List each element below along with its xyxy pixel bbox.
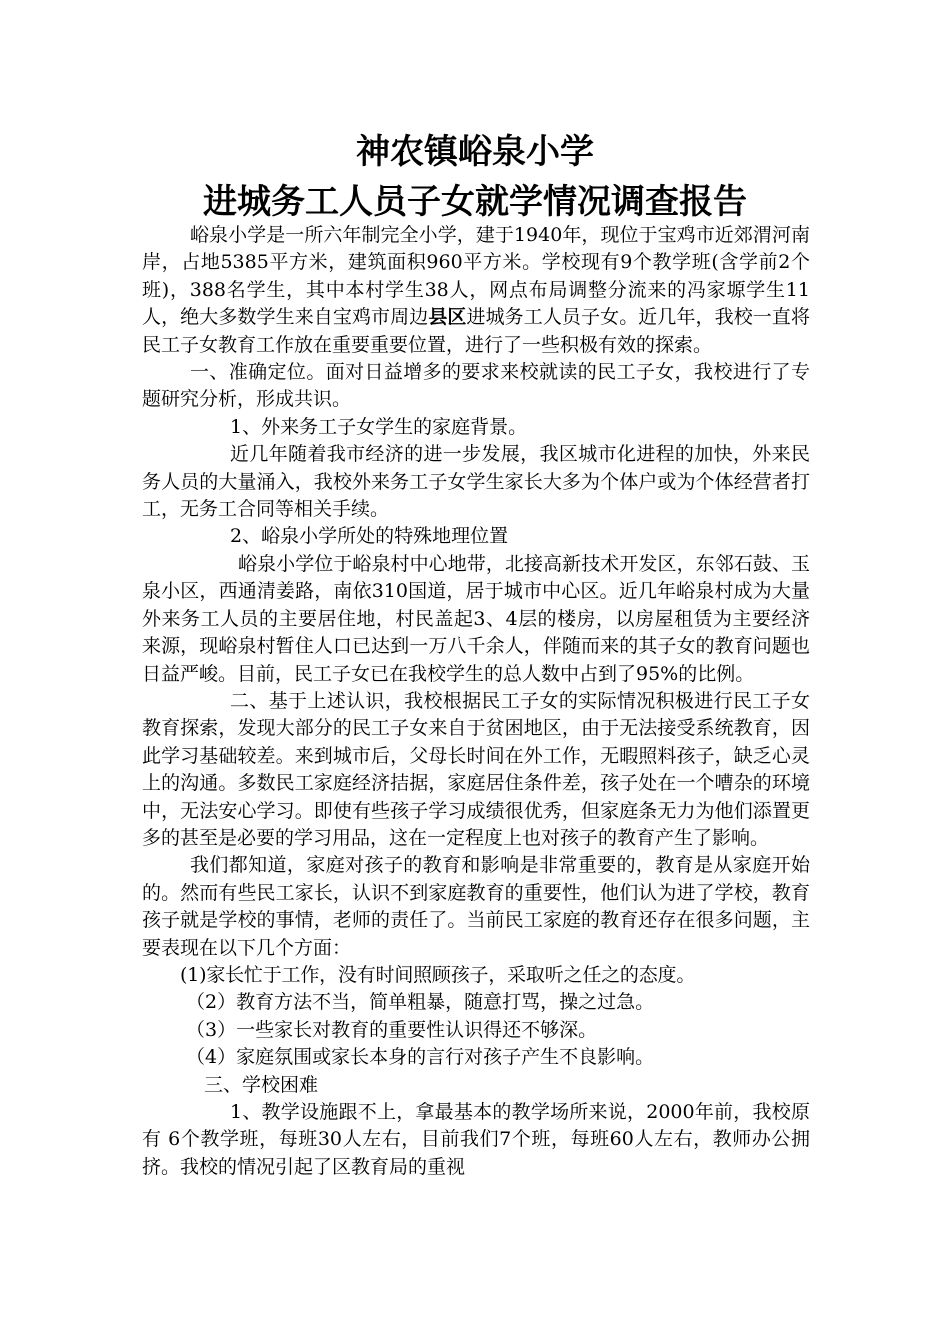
- subsection-2-paragraph: 峪泉小学位于峪泉村中心地带，北接高新技术开发区，东邻石鼓、玉泉小区，西通清姜路，南依310国道，居于城市中心区。近几年峪泉村成为大量外来务工人员的主要居住地，村民盖起3、4层的楼房，以房屋租赁为主要经济来源，现峪泉村暂住人口已达到一万八千余人，伴随而来的其子女的教育问题也日益严峻。目前，民工子女已在我校学生的总人数中占到了95%的比例。: [142, 552, 810, 685]
- document-title-school: 神农镇峪泉小学: [356, 132, 594, 172]
- subsection-1-paragraph: 近几年随着我市经济的进一步发展，我区城市化进程的加快，外来民务人员的大量涌入，我校外来务工子女学生家长大多为个体户或为个体经营者打工，无务工合同等相关手续。: [142, 443, 810, 521]
- subsection-1-heading: 1、外来务工子女学生的家庭背景。: [230, 415, 528, 438]
- section-1-paragraph: 一、准确定位。面对日益增多的要求来校就读的民工子女，我校进行了专题研究分析，形成共识。: [142, 361, 810, 411]
- problem-item-3: （3）一些家长对教育的重要性认识得还不够深。: [186, 1018, 598, 1041]
- section-3-paragraph: 1、教学设施跟不上，拿最基本的教学场所来说，2000年前，我校原有 6个教学班，每班30人左右，目前我们7个班，每班60人左右，教师办公拥挤。我校的情况引起了区教育局的重视: [142, 1101, 810, 1178]
- subsection-2-heading: 2、峪泉小学所处的特殊地理位置: [230, 525, 509, 548]
- problem-item-4: （4）家庭氛围或家长本身的言行对孩子产生不良影响。: [186, 1046, 655, 1069]
- intro-text-before: 峪泉小学是一所六年制完全小学，建于1940年，现位于宝鸡市近郊渭河南岸，占地5385平方米，建筑面积960平方米。学校现有9个教学班(含学前2个班)，388名学生，其中本村学生38人，网点布局调整分流来的冯家塬学生11人，绝大多数学生来自宝鸡市周边: [142, 224, 810, 329]
- section-3-heading: 三、学校困难: [204, 1073, 319, 1096]
- problem-item-2: （2）教育方法不当，简单粗暴，随意打骂，操之过急。: [186, 991, 655, 1014]
- document-body: [142, 222, 810, 1181]
- section-2-paragraph: 二、基于上述认识，我校根据民工子女的实际情况积极进行民工子女教育探索，发现大部分的民工子女来自于贫困地区，由于无法接受系统教育，因此学习基础较差。来到城市后，父母长时间在外工作，无暇照料孩子，缺乏心灵上的沟通。多数民工家庭经济拮据，家庭居住条件差，孩子处在一个嘈杂的环境中，无法安心学习。即使有些孩子学习成绩很优秀，但家庭条无力为他们添置更多的甚至是必要的学习用品，这在一定程度上也对孩子的教育产生了影响。: [142, 689, 810, 849]
- problem-item-1: (1)家长忙于工作，没有时间照顾孩子，采取听之任之的态度。: [180, 963, 696, 986]
- intro-text-after: 进城务工人员子女。近几年，我校一直将民工子女教育工作放在重要重要位置，进行了一些积极有效的探索。: [142, 306, 810, 356]
- intro-paragraph: [142, 222, 810, 359]
- family-education-paragraph: 我们都知道，家庭对孩子的教育和影响是非常重要的，教育是从家庭开始的。然而有些民工家长，认识不到家庭教育的重要性，他们认为进了学校，教育孩子就是学校的事情，老师的责任了。当前民工家庭的教育还存在很多问题，主要表现在以下几个方面：: [142, 854, 810, 959]
- intro-text-bold: 县区: [428, 306, 467, 329]
- document-title-report: 进城务工人员子女就学情况调查报告: [203, 182, 747, 222]
